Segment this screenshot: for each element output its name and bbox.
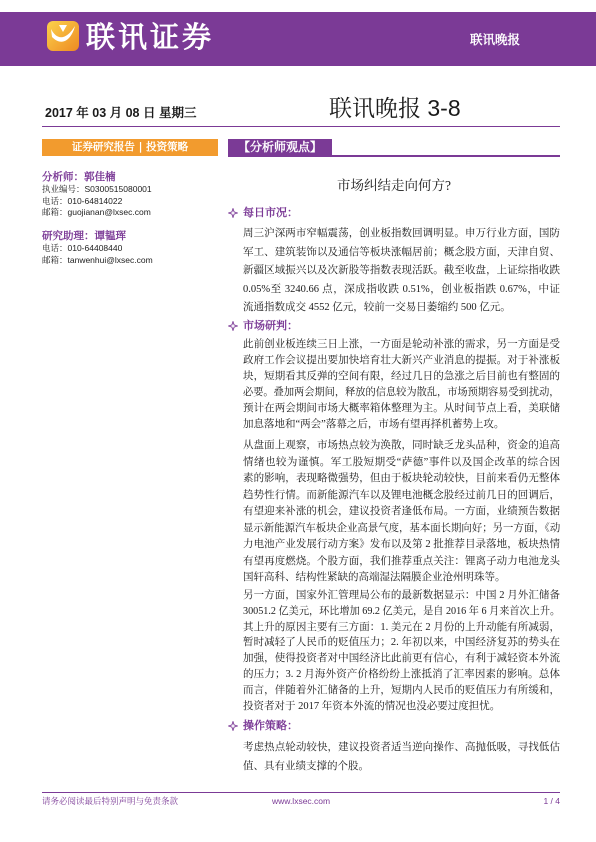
paragraph-line: 其上升的原因主要有三方面：1. 美元在 2 月份的上升动能有所减弱， xyxy=(243,621,560,633)
lianxun-securities-logo-icon xyxy=(46,20,80,52)
paragraph-line: 国轩高科、结构性紧缺的高端湿法隔膜企业沧州明珠等。 xyxy=(243,572,506,583)
section-heading-daily-market xyxy=(228,206,428,220)
four-point-star-icon xyxy=(228,321,238,331)
paragraph-line: 0.05%至 3240.66 点，深成指收跌 0.51%，创业板指跌 0.67%，中证 xyxy=(243,283,560,295)
paragraph-line: 显示新能源汽车板块企业高景气度，基本面长期向好；另一方面，《动 xyxy=(243,522,561,534)
analyst-license-number: 执业编号：S0300515080001 xyxy=(42,184,152,194)
section-tab-analyst-view: 【分析师观点】 xyxy=(228,139,332,156)
four-point-star-icon xyxy=(228,721,238,731)
paragraph-line: 趋势性行情。而新能源汽车以及锂电池概念股经过前几日的回调后， xyxy=(243,489,560,501)
paragraph-line: 此前创业板连续三日上涨，一方面是轮动补涨的需求，另一方面是受 xyxy=(243,339,560,350)
section-heading-text: 市场研判： xyxy=(243,319,298,332)
paragraph-line: 投资者对于 2017 年资本外流的情况也没必要过度担忧。 xyxy=(243,700,501,712)
section-heading-market-outlook xyxy=(228,319,428,333)
paragraph-line: 流通指数成交 4552 亿元，较前一交易日萎缩约 500 亿元。 xyxy=(243,302,511,313)
paragraph xyxy=(243,337,560,433)
analyst-email[interactable]: 邮箱：guojianan@lxsec.com xyxy=(42,207,151,218)
paragraph-line: 军工、建筑装饰以及通信等板块涨幅居前；概念股方面，天津自贸、 xyxy=(243,246,560,258)
research-assistant-phone: 电话：010-64408440 xyxy=(42,243,123,254)
paragraph-line: 块，短期看其反弹的空间有限，经过几日的急涨之后目前也有整固的 xyxy=(243,371,560,382)
article-title: 市场纠结走向何方? xyxy=(337,178,451,193)
paragraph-line: 政府工作会议提出要加快培育壮大新兴产业消息的提振。对于补涨板 xyxy=(243,355,560,366)
paragraph-line: 周三沪深两市窄幅震荡，创业板指数回调明显。申万行业方面，国防 xyxy=(243,228,560,239)
paragraph-line: 有望再度燃烧。个股方面，我们推荐重点关注：锂离子动力电池龙头 xyxy=(243,555,560,567)
paragraph xyxy=(243,438,560,587)
report-date: 2017 年 03 月 08 日 星期三 xyxy=(45,106,197,120)
paragraph-line: 暂时减轻了人民币的贬值压力；2. 年初以来，中国经济复苏的势头在 xyxy=(243,637,560,649)
page-number: 1 / 4 xyxy=(543,796,560,806)
paragraph-line: 有望迎来补涨的机会，建议投资者逢低布局。一方面，业绩预告数据 xyxy=(243,506,560,517)
paragraph xyxy=(243,738,560,776)
analyst-phone: 电话：010-64814022 xyxy=(42,195,123,206)
paragraph-line: 加息落地和“两会”落幕之后，市场有望再择机蓄势上攻。 xyxy=(243,419,505,430)
paragraph xyxy=(243,225,560,318)
title-divider xyxy=(42,126,560,127)
paragraph-line: 新疆区域振兴以及次新股等指数表现活跃。截至收盘，上证综指收跌 xyxy=(243,265,560,276)
paragraph-line: 力电池产业发展行动方案》发布以及第 2 批推荐目录落地，板块热情 xyxy=(243,539,560,550)
section-heading-text: 操作策略： xyxy=(243,719,298,732)
paragraph-line: 情绪也较为谨慎。军工股短期受“萨德”事件以及国企改革的综合因 xyxy=(243,456,560,468)
paragraph-line: 预计在两会期间市场大概率箱体整理为主。从时间节点上看，美联储 xyxy=(243,403,560,414)
report-series-label: 联讯晚报 xyxy=(470,32,521,47)
footer-disclaimer: 请务必阅读最后特别声明与免责条款 xyxy=(42,796,179,806)
paragraph-line: 30051.2 亿美元，环比增加 69.2 亿美元，是自 2016 年 6 月来首次上升。 xyxy=(243,605,561,617)
paragraph-line: 考虑热点轮动较快，建议投资者适当逆向操作、高抛低吸，寻找低估 xyxy=(243,741,560,753)
analyst-name: 分析师：郭佳楠 xyxy=(42,171,116,183)
analyst-info xyxy=(42,170,222,266)
section-heading-text: 每日市况： xyxy=(243,206,298,219)
paragraph-line: 必要。叠加两会期间，释放的信息较为散乱，市场预期容易受到扰动， xyxy=(243,387,560,398)
section-tab-divider xyxy=(228,155,560,157)
paragraph-line: 值、具有业绩支撑的个股。 xyxy=(243,760,369,772)
footer-website-link[interactable]: www.lxsec.com xyxy=(272,796,331,806)
spacer xyxy=(42,219,222,229)
paragraph-line: 而言，伴随着外汇储备的上升，短期内人民币的贬值压力有所缓和， xyxy=(243,684,560,696)
star-outline xyxy=(229,322,238,331)
four-point-star-icon xyxy=(228,208,238,218)
paragraph xyxy=(243,588,560,714)
star-outline xyxy=(229,722,238,731)
paragraph-line: 素的影响，表现略微强势，但由于板块轮动较快，目前来看仍无整体 xyxy=(243,473,560,484)
brand-name: 联讯证券 xyxy=(86,20,215,54)
paragraph-line: 从盘面上观察，市场热点较为涣散，同时缺乏龙头品种，资金的追高 xyxy=(243,440,560,451)
research-assistant-name: 研究助理：谭韫珲 xyxy=(42,230,126,243)
paragraph-line: 另一方面，国家外汇管理局公布的最新数据显示：中国 2 月外汇储备 xyxy=(243,590,560,601)
section-heading-strategy xyxy=(228,719,428,733)
footer-divider xyxy=(42,792,560,793)
report-category-bar: 证券研究报告 | 投资策略 xyxy=(42,139,218,156)
research-assistant-email[interactable]: 邮箱：tanwenhui@lxsec.com xyxy=(42,254,153,265)
paragraph-line: 的压力；3. 2 月海外资产价格纷纷上涨抵消了汇率因素的影响。总体 xyxy=(243,668,560,680)
report-title: 联讯晚报 3-8 xyxy=(329,95,461,121)
paragraph-line: 加强，使得投资者对中国经济比此前更有信心，有利于减轻资本外流 xyxy=(243,653,560,665)
star-outline xyxy=(229,209,238,218)
